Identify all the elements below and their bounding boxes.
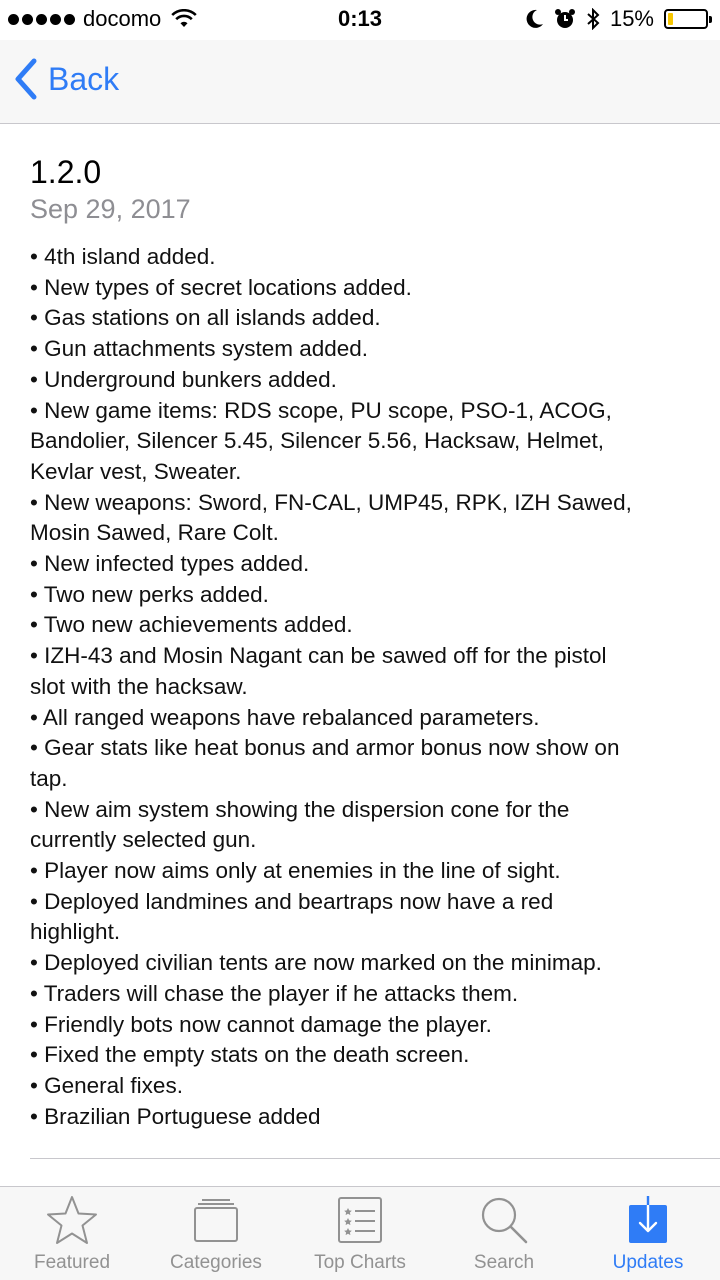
release-note-line: Mosin Sawed, Rare Colt. bbox=[30, 520, 279, 546]
release-note-line: • Friendly bots now cannot damage the player. bbox=[30, 1011, 492, 1037]
categories-icon bbox=[192, 1197, 240, 1243]
release-note-line: • New aim system showing the dispersion cone for the bbox=[30, 796, 570, 822]
release-note-line: • General fixes. bbox=[30, 1072, 183, 1098]
chevron-left-icon bbox=[14, 58, 38, 100]
tab-updates-label: Updates bbox=[612, 1252, 684, 1273]
updates-icon bbox=[628, 1196, 668, 1244]
release-note-line: • Gas stations on all islands added. bbox=[30, 305, 381, 331]
release-notes-content[interactable] bbox=[0, 124, 720, 1186]
release-note-line: • New types of secret locations added. bbox=[30, 274, 412, 300]
tab-featured[interactable] bbox=[0, 1187, 144, 1280]
status-bar bbox=[0, 0, 720, 40]
release-note-line: • 4th island added. bbox=[30, 244, 216, 269]
search-icon bbox=[479, 1195, 529, 1245]
status-right bbox=[526, 6, 708, 32]
version-number: 1.2.0 bbox=[30, 154, 102, 190]
release-note-line: • New infected types added. bbox=[30, 551, 310, 577]
release-date: Sep 29, 2017 bbox=[30, 194, 191, 224]
bluetooth-icon bbox=[586, 8, 600, 30]
release-note-line: • Player now aims only at enemies in the line of sight. bbox=[30, 858, 561, 884]
release-note-line: • Deployed landmines and beartraps now have a red bbox=[30, 888, 554, 914]
tab-bar bbox=[0, 1186, 720, 1280]
tab-updates[interactable] bbox=[576, 1187, 720, 1280]
release-note-line: • Two new perks added. bbox=[30, 581, 269, 607]
moon-icon bbox=[526, 9, 544, 29]
star-icon bbox=[45, 1194, 99, 1246]
alarm-icon bbox=[554, 8, 576, 30]
release-note-line: • New weapons: Sword, FN-CAL, UMP45, RPK, IZH Sawed, bbox=[30, 489, 632, 515]
back-button[interactable] bbox=[14, 58, 119, 100]
release-note-line: highlight. bbox=[30, 919, 121, 945]
release-note-line: • All ranged weapons have rebalanced parameters. bbox=[30, 704, 540, 730]
release-note-line: tap. bbox=[30, 765, 68, 791]
release-note-line: • Gear stats like heat bonus and armor bonus now show on bbox=[30, 735, 620, 761]
release-note-line: Kevlar vest, Sweater. bbox=[30, 458, 242, 484]
tab-featured-label: Featured bbox=[33, 1252, 111, 1273]
tab-search-label: Search bbox=[473, 1252, 535, 1273]
tab-top-charts[interactable] bbox=[288, 1187, 432, 1280]
navigation-bar bbox=[0, 40, 720, 124]
release-notes bbox=[30, 242, 700, 1132]
tab-search[interactable] bbox=[432, 1187, 576, 1280]
tab-categories-label: Categories bbox=[170, 1252, 262, 1273]
tab-categories[interactable] bbox=[144, 1187, 288, 1280]
battery-percent: 15% bbox=[609, 6, 654, 31]
release-note-line: • Brazilian Portuguese added bbox=[30, 1103, 321, 1129]
status-time: 0:13 bbox=[337, 6, 383, 31]
release-note-line: • Two new achievements added. bbox=[30, 612, 353, 638]
release-note-line: • Traders will chase the player if he attacks them. bbox=[30, 980, 519, 1006]
back-label: Back bbox=[48, 60, 120, 97]
release-note-line: slot with the hacksaw. bbox=[30, 673, 248, 699]
battery-icon bbox=[664, 9, 708, 29]
release-note-line: currently selected gun. bbox=[30, 827, 257, 853]
tab-top-charts-label: Top Charts bbox=[314, 1252, 406, 1273]
divider bbox=[30, 1158, 720, 1159]
release-note-line: • Deployed civilian tents are now marked on the minimap. bbox=[30, 950, 602, 976]
release-note-line: • Fixed the empty stats on the death screen. bbox=[30, 1042, 470, 1068]
release-note-line: • Underground bunkers added. bbox=[30, 366, 337, 392]
battery-level bbox=[668, 13, 673, 25]
release-note-line: • IZH-43 and Mosin Nagant can be sawed off for the pistol bbox=[30, 643, 607, 669]
carrier-name: docomo bbox=[83, 6, 162, 31]
release-note-line: • Gun attachments system added. bbox=[30, 336, 369, 362]
release-note-line: • New game items: RDS scope, PU scope, PSO-1, ACOG, bbox=[30, 397, 612, 423]
top-charts-icon bbox=[337, 1196, 383, 1244]
release-note-line: Bandolier, Silencer 5.45, Silencer 5.56, Hacksaw, Helmet, bbox=[30, 428, 605, 454]
